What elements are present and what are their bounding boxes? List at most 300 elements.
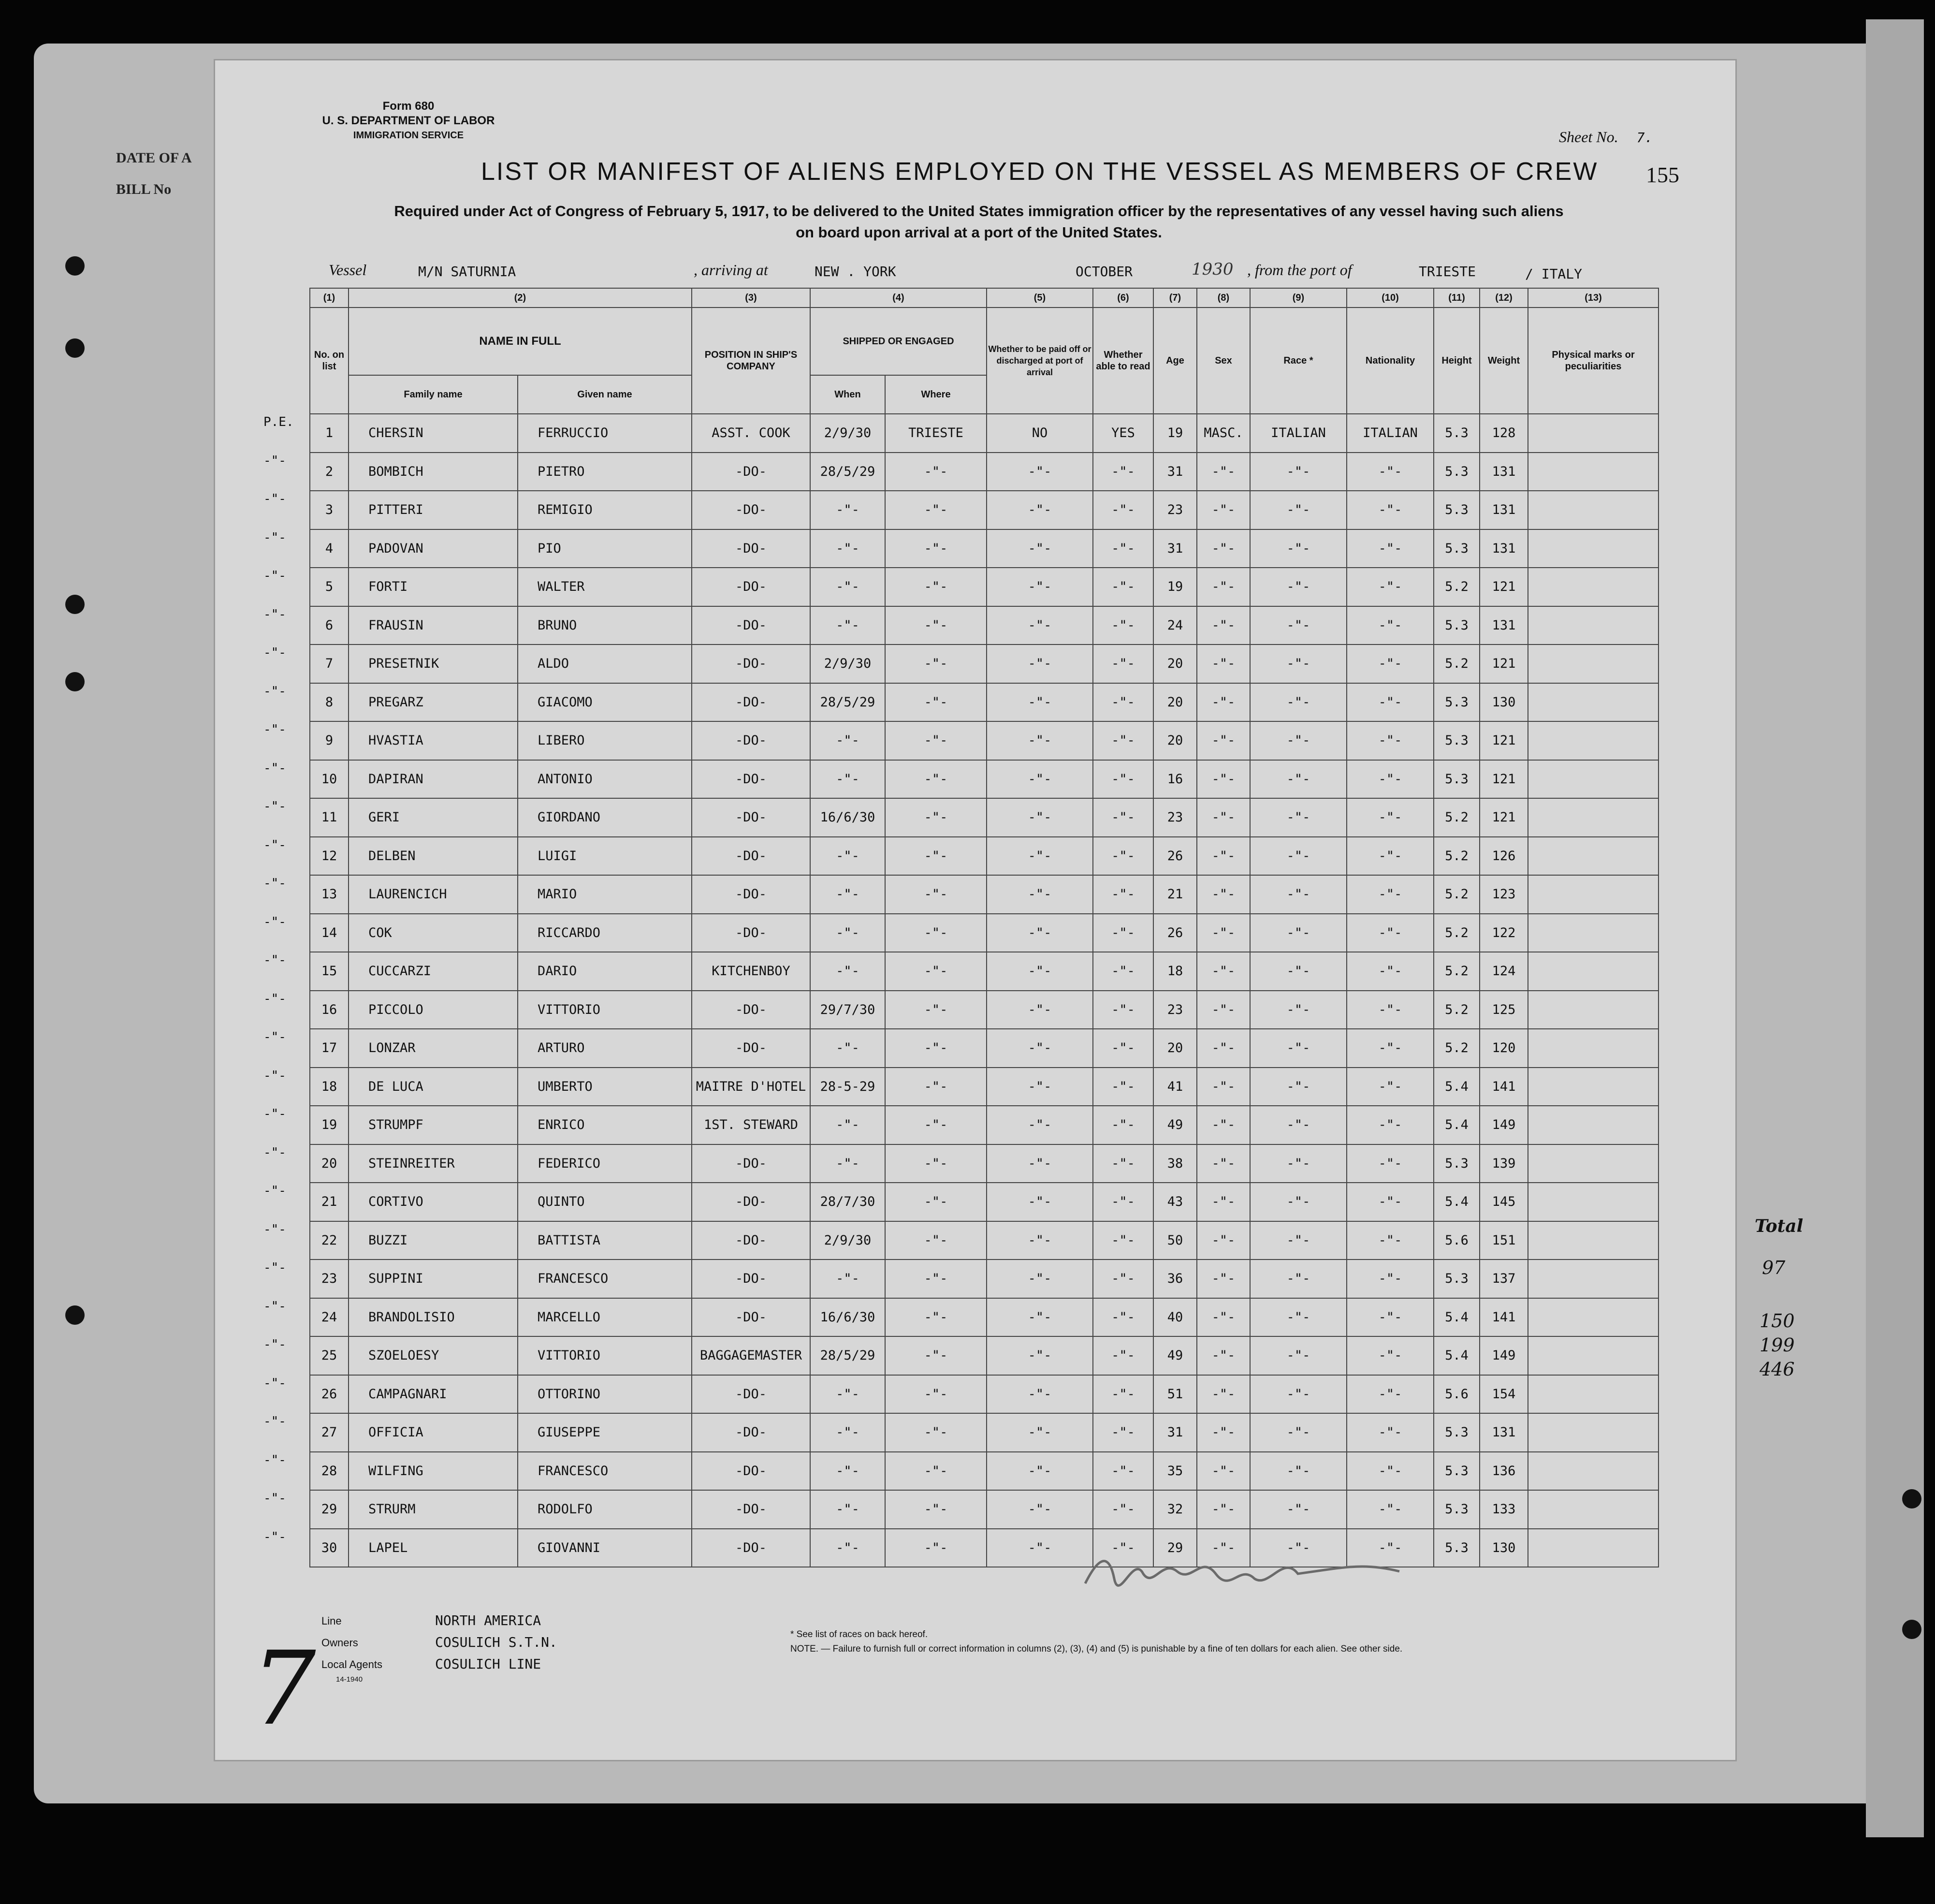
cell-nationality: -"- <box>1347 1106 1434 1144</box>
cell-position: -DO- <box>692 798 810 837</box>
cell-physical-marks <box>1528 1029 1659 1068</box>
cell-shipped-when: -"- <box>810 914 885 952</box>
cell-shipped-where: -"- <box>885 529 987 568</box>
cell-height: 5.2 <box>1434 1029 1480 1068</box>
cell-shipped-where: -"- <box>885 952 987 991</box>
cell-paid-off: -"- <box>987 1375 1093 1414</box>
cell-height: 5.3 <box>1434 491 1480 529</box>
col-position: POSITION IN SHIP'S COMPANY <box>692 308 810 414</box>
cell-physical-marks <box>1528 1336 1659 1375</box>
cell-row-number: 15 <box>310 952 349 991</box>
cell-shipped-where: -"- <box>885 1529 987 1567</box>
table-row <box>310 491 1659 529</box>
cell-shipped-when: -"- <box>810 837 885 876</box>
cell-given-name: PIO <box>518 529 692 568</box>
cell-family-name: BUZZI <box>349 1221 518 1260</box>
table-row <box>310 1375 1659 1414</box>
cell-shipped-when: 28/5/29 <box>810 1336 885 1375</box>
col7-number: (7) <box>1153 288 1197 308</box>
margin-mark: -"- <box>263 1299 286 1314</box>
cell-weight: 121 <box>1480 568 1528 606</box>
page-number: 155 <box>1646 162 1679 187</box>
cell-age: 23 <box>1153 798 1197 837</box>
cell-physical-marks <box>1528 683 1659 722</box>
cell-age: 49 <box>1153 1336 1197 1375</box>
cell-shipped-when: -"- <box>810 529 885 568</box>
cell-able-to-read: -"- <box>1093 644 1153 683</box>
cell-physical-marks <box>1528 644 1659 683</box>
cell-paid-off: -"- <box>987 568 1093 606</box>
cell-family-name: CORTIVO <box>349 1183 518 1221</box>
department: U. S. DEPARTMENT OF LABOR <box>322 114 495 127</box>
col-number-on-list: No. on list <box>310 308 349 414</box>
cell-age: 31 <box>1153 1413 1197 1452</box>
cell-position: -DO- <box>692 1452 810 1491</box>
cell-paid-off: -"- <box>987 991 1093 1029</box>
cell-age: 20 <box>1153 721 1197 760</box>
departure-country: / ITALY <box>1525 266 1583 282</box>
cell-able-to-read: -"- <box>1093 453 1153 491</box>
cell-physical-marks <box>1528 529 1659 568</box>
cell-age: 23 <box>1153 991 1197 1029</box>
cell-age: 20 <box>1153 644 1197 683</box>
cell-able-to-read: -"- <box>1093 1221 1153 1260</box>
owners-value: COSULICH S.T.N. <box>435 1634 557 1650</box>
cell-position: -DO- <box>692 1298 810 1337</box>
cell-weight: 131 <box>1480 606 1528 645</box>
subtitle-line-2: on board upon arrival at a port of the United States. <box>796 224 1162 241</box>
cell-position: -DO- <box>692 1413 810 1452</box>
cell-shipped-when: 28/5/29 <box>810 453 885 491</box>
cell-row-number: 7 <box>310 644 349 683</box>
col2-number: (2) <box>349 288 692 308</box>
line-label: Line <box>321 1615 342 1627</box>
col-when: When <box>810 375 885 414</box>
cell-weight: 123 <box>1480 875 1528 914</box>
cell-able-to-read: -"- <box>1093 1452 1153 1491</box>
cell-race: -"- <box>1250 1221 1347 1260</box>
cell-age: 23 <box>1153 491 1197 529</box>
cell-shipped-when: -"- <box>810 760 885 799</box>
cell-sex: -"- <box>1197 644 1250 683</box>
cell-paid-off: -"- <box>987 1260 1093 1298</box>
col8-number: (8) <box>1197 288 1250 308</box>
cell-height: 5.4 <box>1434 1183 1480 1221</box>
cell-race: -"- <box>1250 798 1347 837</box>
cell-weight: 130 <box>1480 1529 1528 1567</box>
cell-physical-marks <box>1528 837 1659 876</box>
cell-shipped-where: -"- <box>885 1452 987 1491</box>
cell-physical-marks <box>1528 991 1659 1029</box>
cell-family-name: COK <box>349 914 518 952</box>
cell-shipped-where: -"- <box>885 1068 987 1106</box>
agents-label: Local Agents <box>321 1658 382 1670</box>
margin-mark: -"- <box>263 1068 286 1083</box>
cell-able-to-read: -"- <box>1093 991 1153 1029</box>
cell-position: ASST. COOK <box>692 414 810 453</box>
cell-paid-off: -"- <box>987 491 1093 529</box>
form-header <box>312 99 505 143</box>
cell-race: -"- <box>1250 721 1347 760</box>
cell-race: -"- <box>1250 1490 1347 1529</box>
cell-sex: -"- <box>1197 683 1250 722</box>
vessel-label: Vessel <box>329 261 367 278</box>
cell-able-to-read: -"- <box>1093 914 1153 952</box>
cell-paid-off: -"- <box>987 529 1093 568</box>
cell-nationality: -"- <box>1347 798 1434 837</box>
margin-mark: -"- <box>263 837 286 852</box>
cell-weight: 149 <box>1480 1336 1528 1375</box>
margin-mark: -"- <box>263 607 286 622</box>
cell-shipped-where: -"- <box>885 721 987 760</box>
cell-shipped-where: -"- <box>885 568 987 606</box>
cell-age: 35 <box>1153 1452 1197 1491</box>
cell-shipped-where: -"- <box>885 991 987 1029</box>
cell-shipped-when: -"- <box>810 1029 885 1068</box>
cell-row-number: 6 <box>310 606 349 645</box>
cell-physical-marks <box>1528 1452 1659 1491</box>
cell-given-name: ALDO <box>518 644 692 683</box>
cell-sex: -"- <box>1197 952 1250 991</box>
cell-physical-marks <box>1528 798 1659 837</box>
cell-row-number: 14 <box>310 914 349 952</box>
cell-physical-marks <box>1528 952 1659 991</box>
cell-nationality: -"- <box>1347 1144 1434 1183</box>
cell-race: -"- <box>1250 1068 1347 1106</box>
table-row <box>310 1298 1659 1337</box>
col-age: Age <box>1153 308 1197 414</box>
cell-race: -"- <box>1250 952 1347 991</box>
cell-shipped-where: -"- <box>885 1221 987 1260</box>
cell-height: 5.4 <box>1434 1068 1480 1106</box>
cell-paid-off: -"- <box>987 1298 1093 1337</box>
margin-mark: -"- <box>263 1107 286 1121</box>
table-row <box>310 1336 1659 1375</box>
cell-sex: -"- <box>1197 837 1250 876</box>
table-row <box>310 1413 1659 1452</box>
cell-given-name: DARIO <box>518 952 692 991</box>
col4-number: (4) <box>810 288 987 308</box>
cell-family-name: DAPIRAN <box>349 760 518 799</box>
cell-height: 5.4 <box>1434 1298 1480 1337</box>
cell-shipped-when: 2/9/30 <box>810 1221 885 1260</box>
cell-family-name: PITTERI <box>349 491 518 529</box>
cell-race: -"- <box>1250 683 1347 722</box>
total-label: Total <box>1755 1216 1804 1236</box>
cell-race: -"- <box>1250 529 1347 568</box>
cell-shipped-where: -"- <box>885 606 987 645</box>
table-row <box>310 1029 1659 1068</box>
col-nationality: Nationality <box>1347 308 1434 414</box>
cell-physical-marks <box>1528 1490 1659 1529</box>
cell-position: -DO- <box>692 1029 810 1068</box>
cell-row-number: 10 <box>310 760 349 799</box>
table-row <box>310 1183 1659 1221</box>
table-row <box>310 1221 1659 1260</box>
cell-age: 40 <box>1153 1298 1197 1337</box>
cell-paid-off: -"- <box>987 721 1093 760</box>
cell-row-number: 2 <box>310 453 349 491</box>
cell-given-name: ARTURO <box>518 1029 692 1068</box>
cell-physical-marks <box>1528 1529 1659 1567</box>
cell-weight: 125 <box>1480 991 1528 1029</box>
cell-paid-off: -"- <box>987 644 1093 683</box>
cell-age: 19 <box>1153 414 1197 453</box>
margin-mark: -"- <box>263 914 286 929</box>
cell-position: -DO- <box>692 1183 810 1221</box>
cell-given-name: ENRICO <box>518 1106 692 1144</box>
cell-shipped-where: -"- <box>885 1029 987 1068</box>
binder-hole <box>65 256 85 276</box>
cell-family-name: GERI <box>349 798 518 837</box>
cell-physical-marks <box>1528 606 1659 645</box>
cell-able-to-read: -"- <box>1093 1106 1153 1144</box>
cell-race: -"- <box>1250 606 1347 645</box>
cell-weight: 137 <box>1480 1260 1528 1298</box>
cell-paid-off: -"- <box>987 1490 1093 1529</box>
margin-mark: -"- <box>263 453 286 468</box>
cell-able-to-read: -"- <box>1093 606 1153 645</box>
cell-row-number: 30 <box>310 1529 349 1567</box>
cell-paid-off: -"- <box>987 1221 1093 1260</box>
cell-weight: 121 <box>1480 798 1528 837</box>
cell-shipped-where: -"- <box>885 644 987 683</box>
from-label: , from the port of <box>1247 261 1352 278</box>
table-row <box>310 1529 1659 1567</box>
cell-position: -DO- <box>692 991 810 1029</box>
cell-shipped-where: -"- <box>885 1298 987 1337</box>
arrival-year: 1930 <box>1192 260 1234 279</box>
cell-nationality: -"- <box>1347 837 1434 876</box>
margin-mark: -"- <box>263 530 286 545</box>
cell-row-number: 3 <box>310 491 349 529</box>
cell-given-name: GIUSEPPE <box>518 1413 692 1452</box>
cell-physical-marks <box>1528 1144 1659 1183</box>
margin-mark: -"- <box>263 1491 286 1506</box>
cell-paid-off: -"- <box>987 760 1093 799</box>
margin-date-label: DATE OF A <box>116 150 192 166</box>
cell-physical-marks <box>1528 1298 1659 1337</box>
cell-race: -"- <box>1250 1452 1347 1491</box>
col-name-in-full: NAME IN FULL <box>349 308 692 375</box>
table-row <box>310 1490 1659 1529</box>
cell-family-name: OFFICIA <box>349 1413 518 1452</box>
cell-nationality: -"- <box>1347 1452 1434 1491</box>
cell-shipped-where: TRIESTE <box>885 414 987 453</box>
tally-value: 150 <box>1760 1310 1795 1332</box>
cell-given-name: GIOVANNI <box>518 1529 692 1567</box>
cell-shipped-when: -"- <box>810 1106 885 1144</box>
cell-race: -"- <box>1250 1375 1347 1414</box>
col-family-name: Family name <box>349 375 518 414</box>
cell-sex: -"- <box>1197 1375 1250 1414</box>
cell-shipped-when: -"- <box>810 875 885 914</box>
cell-weight: 124 <box>1480 952 1528 991</box>
cell-able-to-read: -"- <box>1093 875 1153 914</box>
cell-nationality: -"- <box>1347 606 1434 645</box>
cell-position: -DO- <box>692 568 810 606</box>
sheet-label: Sheet No. <box>1559 128 1618 146</box>
cell-physical-marks <box>1528 491 1659 529</box>
cell-shipped-when: 29/7/30 <box>810 991 885 1029</box>
cell-family-name: CHERSIN <box>349 414 518 453</box>
col-where: Where <box>885 375 987 414</box>
cell-paid-off: -"- <box>987 606 1093 645</box>
cell-shipped-where: -"- <box>885 1336 987 1375</box>
cell-given-name: VITTORIO <box>518 991 692 1029</box>
margin-mark: -"- <box>263 1260 286 1275</box>
margin-mark: -"- <box>263 492 286 506</box>
cell-weight: 141 <box>1480 1068 1528 1106</box>
cell-age: 38 <box>1153 1144 1197 1183</box>
cell-position: -DO- <box>692 1375 810 1414</box>
cell-sex: -"- <box>1197 1413 1250 1452</box>
cell-given-name: BATTISTA <box>518 1221 692 1260</box>
cell-row-number: 19 <box>310 1106 349 1144</box>
cell-given-name: LUIGI <box>518 837 692 876</box>
cell-height: 5.3 <box>1434 683 1480 722</box>
cell-paid-off: NO <box>987 414 1093 453</box>
margin-mark: -"- <box>263 1184 286 1198</box>
cell-row-number: 13 <box>310 875 349 914</box>
line-value: NORTH AMERICA <box>435 1612 541 1628</box>
cell-able-to-read: -"- <box>1093 1260 1153 1298</box>
cell-sex: -"- <box>1197 568 1250 606</box>
cell-age: 18 <box>1153 952 1197 991</box>
cell-height: 5.3 <box>1434 760 1480 799</box>
cell-position: -DO- <box>692 1144 810 1183</box>
table-row <box>310 1106 1659 1144</box>
cell-position: -DO- <box>692 837 810 876</box>
cell-family-name: PADOVAN <box>349 529 518 568</box>
cell-family-name: CUCCARZI <box>349 952 518 991</box>
cell-able-to-read: -"- <box>1093 683 1153 722</box>
cell-shipped-when: 2/9/30 <box>810 644 885 683</box>
cell-height: 5.2 <box>1434 914 1480 952</box>
cell-height: 5.3 <box>1434 1413 1480 1452</box>
cell-physical-marks <box>1528 453 1659 491</box>
table-row <box>310 568 1659 606</box>
cell-row-number: 16 <box>310 991 349 1029</box>
cell-physical-marks <box>1528 1260 1659 1298</box>
cell-given-name: ANTONIO <box>518 760 692 799</box>
cell-sex: -"- <box>1197 914 1250 952</box>
cell-able-to-read: -"- <box>1093 1375 1153 1414</box>
cell-family-name: PICCOLO <box>349 991 518 1029</box>
margin-mark: -"- <box>263 684 286 699</box>
cell-shipped-when: -"- <box>810 1375 885 1414</box>
cell-age: 43 <box>1153 1183 1197 1221</box>
cell-weight: 139 <box>1480 1144 1528 1183</box>
cell-family-name: STRUMPF <box>349 1106 518 1144</box>
table-row <box>310 529 1659 568</box>
col10-number: (10) <box>1347 288 1434 308</box>
manifest-title: LIST OR MANIFEST OF ALIENS EMPLOYED ON THE VESSEL AS MEMBERS OF CREW <box>481 158 1599 186</box>
col5-number: (5) <box>987 288 1093 308</box>
cell-sex: -"- <box>1197 760 1250 799</box>
col-race: Race * <box>1250 308 1347 414</box>
cell-weight: 120 <box>1480 1029 1528 1068</box>
cell-able-to-read: -"- <box>1093 1529 1153 1567</box>
cell-row-number: 8 <box>310 683 349 722</box>
cell-given-name: FRANCESCO <box>518 1452 692 1491</box>
margin-mark: P.E. <box>263 415 294 429</box>
cell-row-number: 22 <box>310 1221 349 1260</box>
cell-nationality: -"- <box>1347 1221 1434 1260</box>
cell-able-to-read: -"- <box>1093 1336 1153 1375</box>
cell-row-number: 25 <box>310 1336 349 1375</box>
cell-given-name: FEDERICO <box>518 1144 692 1183</box>
cell-given-name: GIORDANO <box>518 798 692 837</box>
cell-row-number: 27 <box>310 1413 349 1452</box>
cell-position: -DO- <box>692 1529 810 1567</box>
cell-sex: MASC. <box>1197 414 1250 453</box>
cell-family-name: PREGARZ <box>349 683 518 722</box>
cell-position: 1ST. STEWARD <box>692 1106 810 1144</box>
cell-nationality: -"- <box>1347 683 1434 722</box>
table-row <box>310 798 1659 837</box>
table-row <box>310 914 1659 952</box>
cell-weight: 130 <box>1480 683 1528 722</box>
cell-row-number: 11 <box>310 798 349 837</box>
cell-nationality: -"- <box>1347 991 1434 1029</box>
cell-shipped-when: -"- <box>810 606 885 645</box>
col12-number: (12) <box>1480 288 1528 308</box>
table-row <box>310 875 1659 914</box>
cell-sex: -"- <box>1197 1529 1250 1567</box>
cell-row-number: 9 <box>310 721 349 760</box>
cell-age: 31 <box>1153 529 1197 568</box>
margin-mark: -"- <box>263 1145 286 1160</box>
cell-age: 26 <box>1153 837 1197 876</box>
cell-nationality: -"- <box>1347 875 1434 914</box>
col-physical-marks: Physical marks or peculiarities <box>1528 308 1659 414</box>
cell-position: -DO- <box>692 1490 810 1529</box>
cell-nationality: -"- <box>1347 721 1434 760</box>
cell-row-number: 18 <box>310 1068 349 1106</box>
cell-weight: 128 <box>1480 414 1528 453</box>
cell-given-name: PIETRO <box>518 453 692 491</box>
cell-shipped-where: -"- <box>885 1260 987 1298</box>
handwritten-sheet-number: 7 <box>251 1629 316 1748</box>
cell-given-name: FERRUCCIO <box>518 414 692 453</box>
cell-sex: -"- <box>1197 1221 1250 1260</box>
cell-nationality: -"- <box>1347 568 1434 606</box>
cell-shipped-where: -"- <box>885 837 987 876</box>
cell-shipped-when: 28/5/29 <box>810 683 885 722</box>
cell-paid-off: -"- <box>987 798 1093 837</box>
cell-nationality: -"- <box>1347 952 1434 991</box>
cell-family-name: STRURM <box>349 1490 518 1529</box>
cell-family-name: SZOELOESY <box>349 1336 518 1375</box>
cell-weight: 133 <box>1480 1490 1528 1529</box>
cell-weight: 145 <box>1480 1183 1528 1221</box>
race-note: * See list of races on back hereof. <box>790 1629 928 1640</box>
margin-mark: -"- <box>263 722 286 737</box>
margin-mark: -"- <box>263 569 286 583</box>
cell-family-name: SUPPINI <box>349 1260 518 1298</box>
cell-family-name: LAPEL <box>349 1529 518 1567</box>
cell-sex: -"- <box>1197 798 1250 837</box>
form-code: 14-1940 <box>336 1675 363 1684</box>
margin-mark: -"- <box>263 1030 286 1044</box>
form-number: Form 680 <box>382 100 435 113</box>
cell-shipped-where: -"- <box>885 453 987 491</box>
vessel-name: M/N SATURNIA <box>418 264 516 279</box>
cell-given-name: RODOLFO <box>518 1490 692 1529</box>
cell-row-number: 5 <box>310 568 349 606</box>
col11-number: (11) <box>1434 288 1480 308</box>
